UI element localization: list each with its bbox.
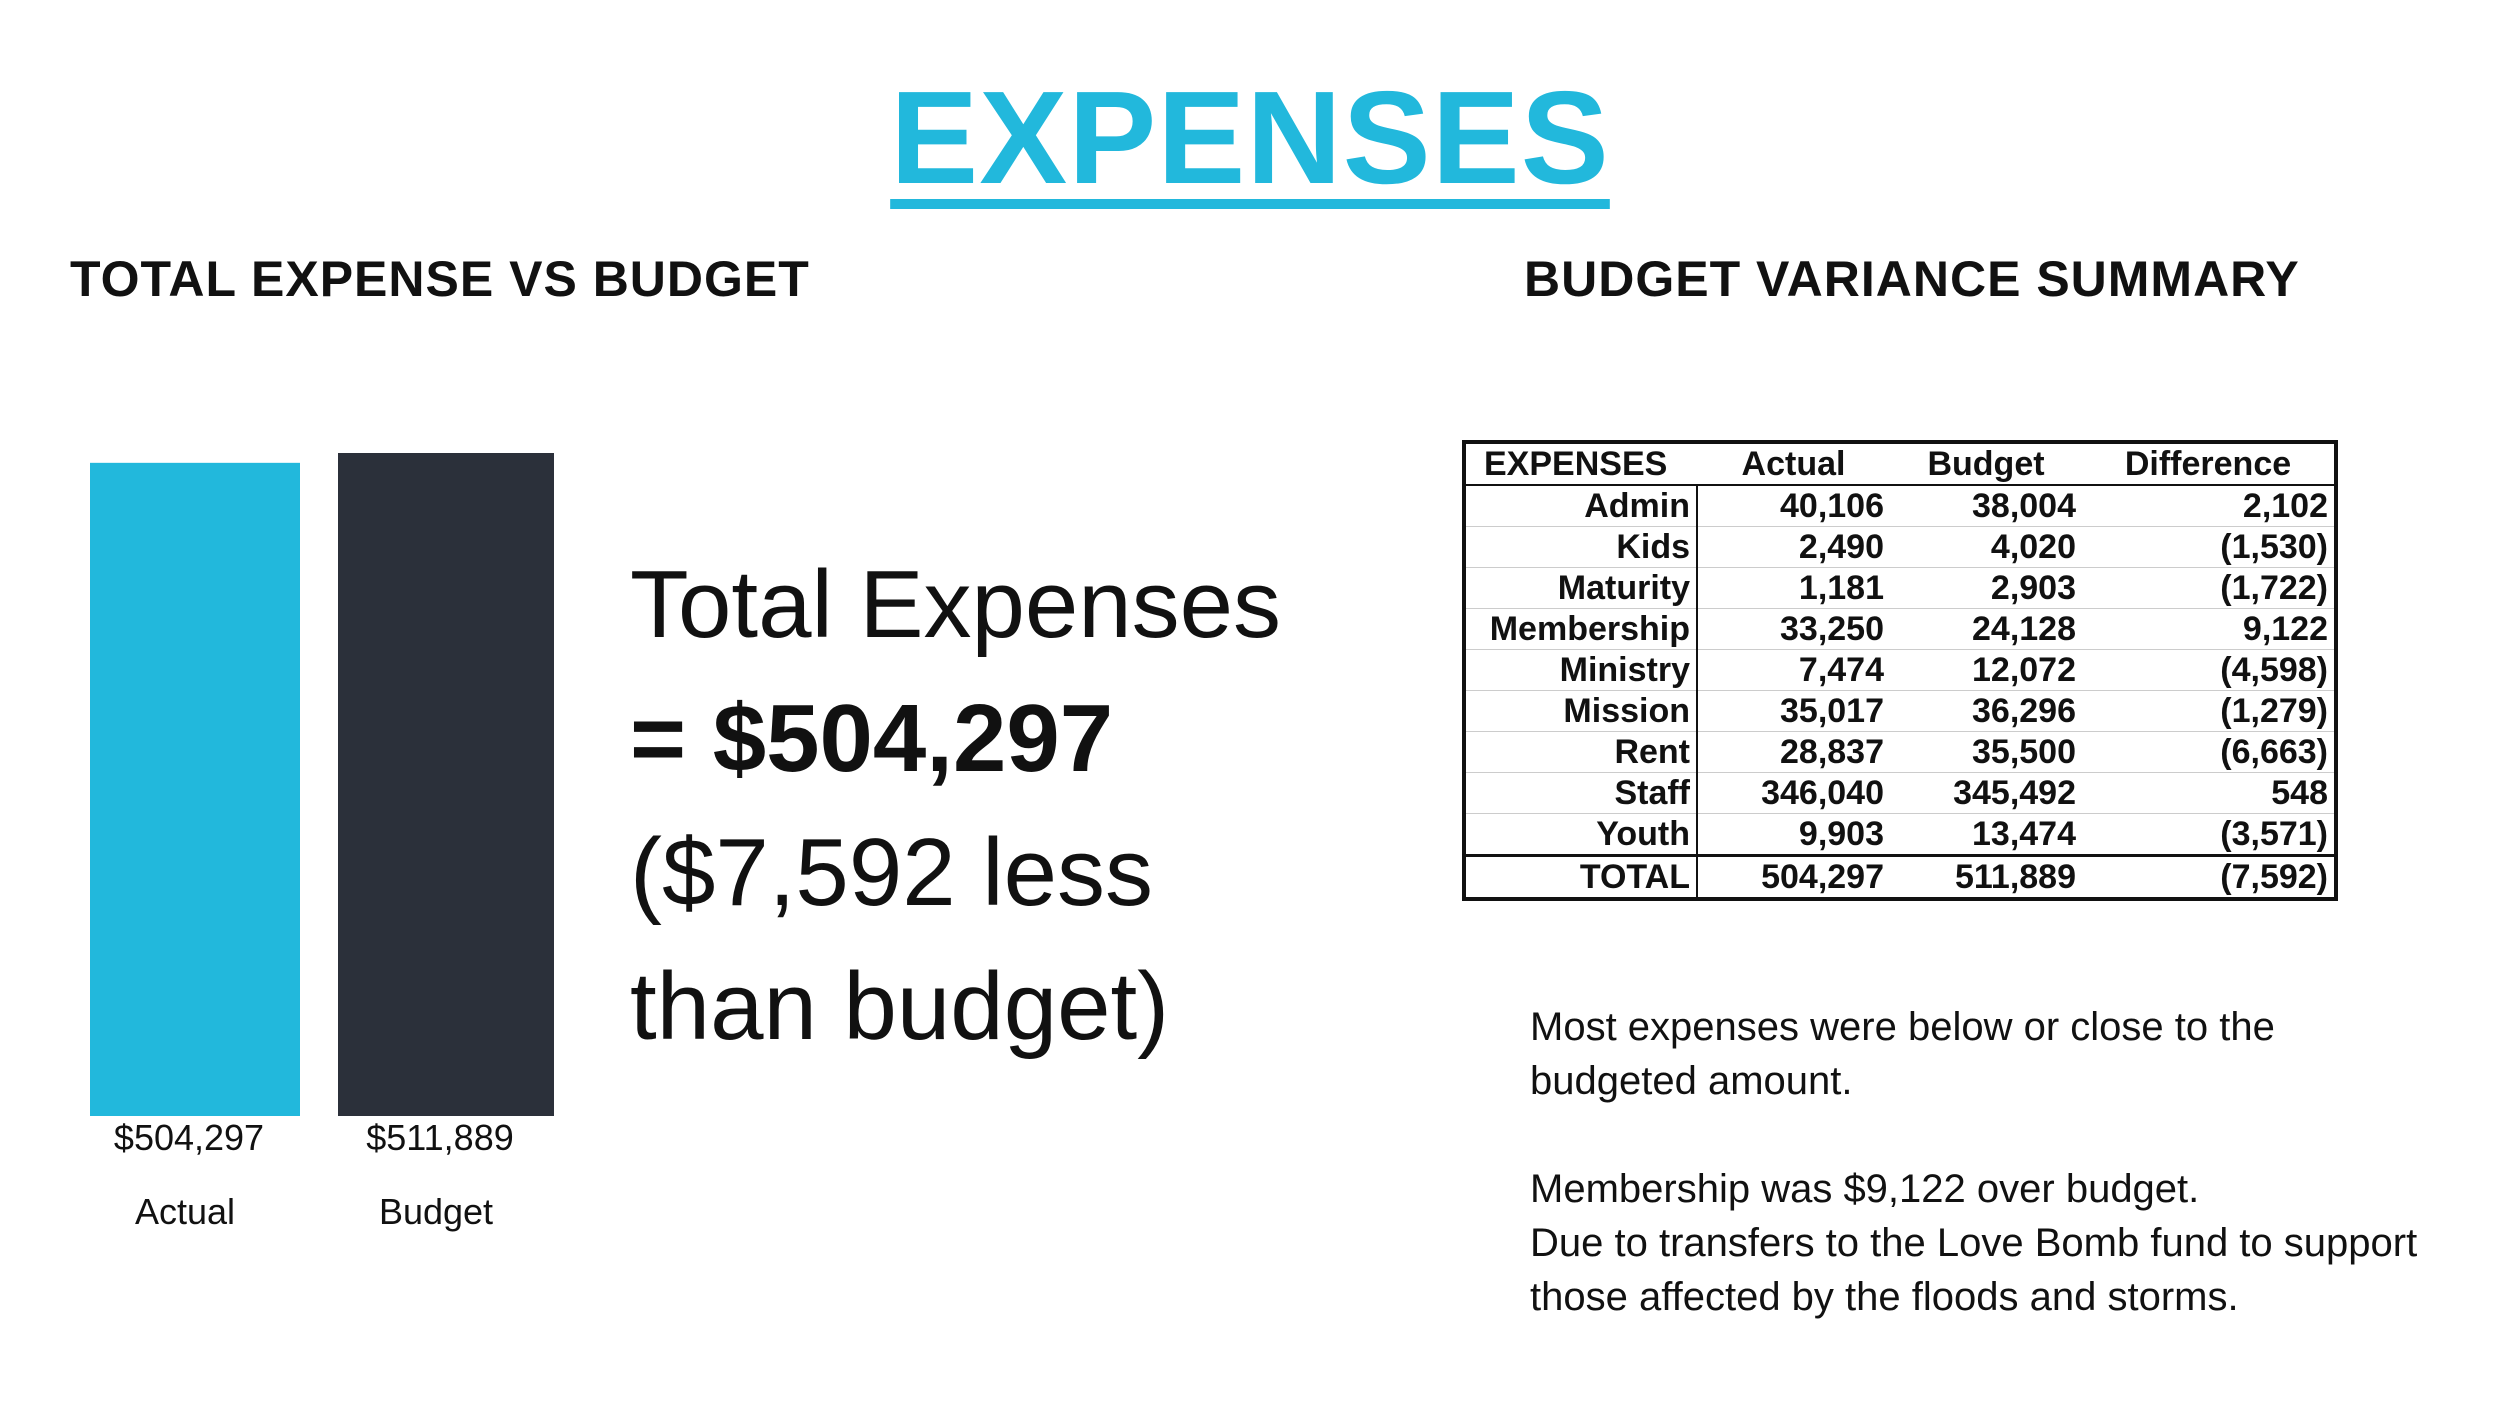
summary-paragraph-1: Most expenses were below or close to the budgeted amount. <box>1530 1005 2275 1103</box>
row-category: Kids <box>1464 527 1697 568</box>
col-header-budget: Budget <box>1890 442 2082 485</box>
table-heading: BUDGET VARIANCE SUMMARY <box>1524 251 2300 307</box>
row-difference: (3,571) <box>2082 814 2336 856</box>
table-row <box>1464 609 2336 650</box>
total-expenses-callout <box>630 538 1450 1074</box>
table-row <box>1464 650 2336 691</box>
callout-line-2: = $504,297 <box>630 685 1114 792</box>
total-difference: (7,592) <box>2082 856 2336 900</box>
row-actual: 346,040 <box>1697 773 1890 814</box>
row-budget: 345,492 <box>1890 773 2082 814</box>
callout-line-4: than budget) <box>630 953 1170 1060</box>
callout-line-1: Total Expenses <box>630 551 1282 658</box>
row-category: Staff <box>1464 773 1697 814</box>
summary-line-reason: Due to transfers to the Love Bomb fund to support those affected by the floods and storms. <box>1530 1221 2418 1319</box>
chart-heading: TOTAL EXPENSE VS BUDGET <box>70 251 810 307</box>
row-actual: 40,106 <box>1697 485 1890 527</box>
value-label-budget: $511,889 <box>366 1117 514 1158</box>
row-budget: 35,500 <box>1890 732 2082 773</box>
row-actual: 1,181 <box>1697 568 1890 609</box>
row-budget: 4,020 <box>1890 527 2082 568</box>
page-title: EXPENSES <box>890 64 1610 211</box>
col-header-actual: Actual <box>1697 442 1890 485</box>
row-category: Admin <box>1464 485 1697 527</box>
row-category: Maturity <box>1464 568 1697 609</box>
row-actual: 35,017 <box>1697 691 1890 732</box>
row-difference: (1,279) <box>2082 691 2336 732</box>
row-difference: 548 <box>2082 773 2336 814</box>
table-row <box>1464 773 2336 814</box>
total-actual: 504,297 <box>1697 856 1890 900</box>
row-actual: 28,837 <box>1697 732 1890 773</box>
table-row <box>1464 732 2336 773</box>
row-category: Ministry <box>1464 650 1697 691</box>
row-budget: 24,128 <box>1890 609 2082 650</box>
row-difference: (4,598) <box>2082 650 2336 691</box>
variance-table <box>1462 440 2338 901</box>
table-total-row <box>1464 856 2336 900</box>
category-label-budget: Budget <box>378 1191 494 1232</box>
col-header-difference: Difference <box>2082 442 2336 485</box>
table-header-row <box>1464 442 2336 485</box>
value-label-actual: $504,297 <box>113 1117 265 1158</box>
row-difference: (1,530) <box>2082 527 2336 568</box>
row-difference: (1,722) <box>2082 568 2336 609</box>
summary-paragraph-2 <box>1530 1162 2430 1324</box>
row-budget: 2,903 <box>1890 568 2082 609</box>
table-row <box>1464 691 2336 732</box>
row-difference: 2,102 <box>2082 485 2336 527</box>
row-budget: 13,474 <box>1890 814 2082 856</box>
row-budget: 36,296 <box>1890 691 2082 732</box>
bar-actual <box>90 463 300 1116</box>
row-difference: 9,122 <box>2082 609 2336 650</box>
table-row <box>1464 568 2336 609</box>
summary-notes <box>1530 1000 2430 1324</box>
row-difference: (6,663) <box>2082 732 2336 773</box>
row-budget: 38,004 <box>1890 485 2082 527</box>
expense-bar-chart <box>0 0 700 1406</box>
row-actual: 9,903 <box>1697 814 1890 856</box>
total-budget: 511,889 <box>1890 856 2082 900</box>
callout-line-3: ($7,592 less <box>630 819 1153 926</box>
total-label: TOTAL <box>1464 856 1697 900</box>
row-actual: 7,474 <box>1697 650 1890 691</box>
row-actual: 2,490 <box>1697 527 1890 568</box>
table-row <box>1464 814 2336 856</box>
summary-line-membership: Membership was $9,122 over budget. <box>1530 1167 2200 1211</box>
table-row <box>1464 485 2336 527</box>
row-budget: 12,072 <box>1890 650 2082 691</box>
row-category: Rent <box>1464 732 1697 773</box>
row-category: Youth <box>1464 814 1697 856</box>
row-category: Mission <box>1464 691 1697 732</box>
row-actual: 33,250 <box>1697 609 1890 650</box>
category-label-actual: Actual <box>134 1191 236 1232</box>
row-category: Membership <box>1464 609 1697 650</box>
bar-budget <box>338 453 554 1116</box>
col-header-expenses: EXPENSES <box>1464 442 1697 485</box>
table-row <box>1464 527 2336 568</box>
